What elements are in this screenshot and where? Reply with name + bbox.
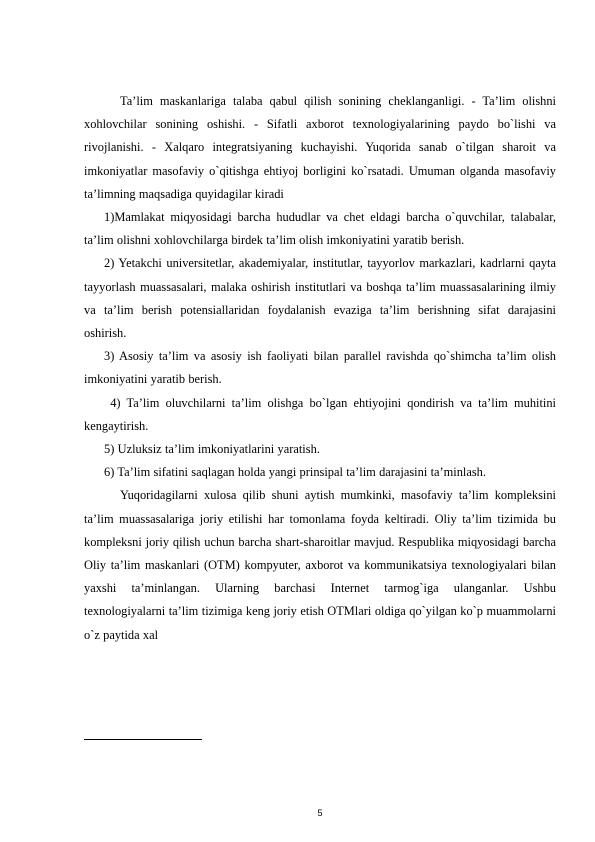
list-item-4: 4) Ta’lim oluvchilarni ta’lim olishga bo`lgan ehtiyojini qondirish va ta’lim muhitini kengaytirish. xyxy=(84,395,560,433)
footnote-separator xyxy=(84,739,202,740)
paragraph-intro: Ta’lim maskanlariga talaba qabul qilish sonining cheklanganligi. - Ta’lim olishni xohlovchilar sonining oshishi. - Sifatli axborot texnologiyalarining paydo bo`lishi va rivojlanishi. - Xalqaro integratsiyaning kuchayishi. Yuqorida sanab o`tilgan sharoit va imkoniyatlar masofaviy o`qitishga ehtiyoj borligini ko`rsatadi. Umuman olganda masofaviy ta’limning maqsadiga quyidagilar kiradi xyxy=(84,94,556,201)
body-text xyxy=(84,90,560,647)
list-item-5: 5) Uzluksiz ta’lim imkoniyatlarini yaratish. xyxy=(104,442,320,457)
list-item-3: 3) Asosiy ta’lim va asosiy ish faoliyati bilan parallel ravishda qo`shimcha ta’lim olish imkoniyatini yaratib berish. xyxy=(84,349,556,387)
paragraph-conclusion: Yuqoridagilarni xulosa qilib shuni aytish mumkinki, masofaviy ta’lim kompleksini ta’lim muassasalariga joriy etilishi har tomonlama foyda keltiradi. Oliy ta’lim tizimida bu kompleksni joriy qilish uchun barcha shart-sharoitlar mavjud. Respublika miqyosidagi barcha Oliy ta’lim maskanlari (OTM) kompyuter, axborot va kommunikatsiya texnologiyalari bilan yaxshi ta’minlangan. Ularning barchasi Internet tarmog`iga ulanganlar. Ushbu texnologiyalarni ta’lim tizimiga keng joriy etish OTMlari oldiga qo`yilgan ko`p muammolarni o`z paytida xal xyxy=(84,488,556,642)
page-number: 5 xyxy=(317,808,323,818)
list-item-6: 6) Ta’lim sifatini saqlagan holda yangi prinsipal ta’lim darajasini ta’minlash. xyxy=(104,465,486,480)
list-item-1: 1)Mamlakat miqyosidagi barcha hududlar va chet eldagi barcha o`quvchilar, talabalar, ta’lim olishni xohlovchilarga birdek ta’lim olish imkoniyatini yaratib berish. xyxy=(84,210,556,248)
list-item-2: 2) Yetakchi universitetlar, akademiyalar, institutlar, tayyorlov markazlari, kadrlarni qayta tayyorlash muassasalari, malaka oshirish institutlari va boshqa ta’lim muassasalarining ilmiy va ta’lim berish potensiallaridan foydalanish evaziga ta’lim berishning sifat darajasini oshirish. xyxy=(84,256,556,341)
